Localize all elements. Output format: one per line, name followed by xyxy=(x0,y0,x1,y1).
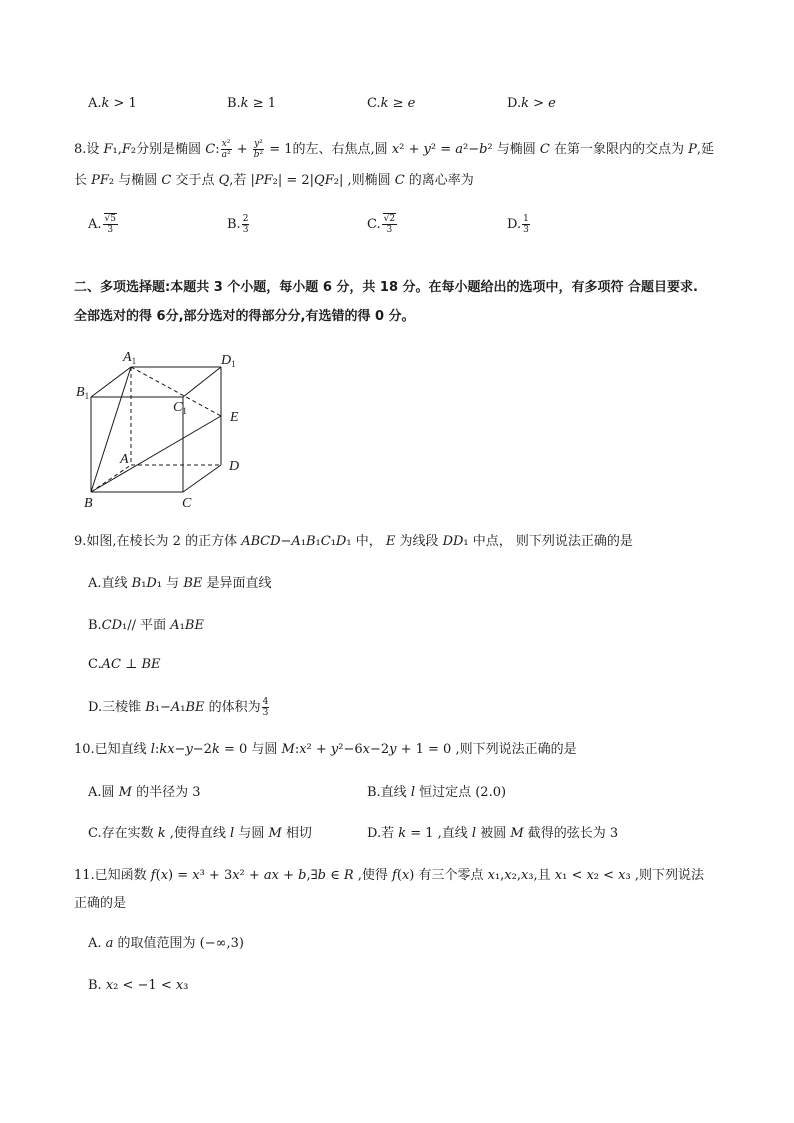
label-a1: $A_1$ xyxy=(123,350,137,366)
label-b: B xyxy=(84,496,93,511)
label-c: C xyxy=(182,496,192,511)
q11-stem-line1: 11.已知函数 𝑓(𝑥) = 𝑥³ + 3𝑥² + 𝑎𝑥 + 𝑏,∃𝑏 ∈ 𝑅 ,使得 𝑓(𝑥) 有三个零点 𝑥₁,𝑥₂,𝑥₃,且 𝑥₁ < 𝑥₂ < 𝑥₃ ,则下列说法 xyxy=(74,868,704,883)
q10-option-d: D.若 𝑘 = 1 ,直线 𝑙 被圆 𝑀 截得的弦长为 3 xyxy=(367,826,619,841)
label-b1: $B_1$ xyxy=(76,385,90,401)
section2-heading-line2: 全部选对的得 6分,部分选对的得部分分,有选错的得 0 分。 xyxy=(74,309,415,324)
q9-option-b: B.𝐶𝐷₁// 平面 𝐴₁𝐵𝐸 xyxy=(88,618,204,633)
q10-option-b: B.直线 𝑙 恒过定点 (2.0) xyxy=(367,785,507,800)
q11-stem-line2: 正确的是 xyxy=(74,896,127,911)
edge-c-d xyxy=(183,465,221,492)
q8-frac-x: $\frac{\text{𝑥²}}{\text{𝑎²}}$ xyxy=(221,139,231,160)
edge-b-a-hidden xyxy=(91,465,131,492)
q7-option-c: C.𝑘 ≥ 𝑒 xyxy=(367,96,416,111)
q10-option-c: C.存在实数 𝑘 ,使得直线 𝑙 与圆 𝑀 相切 xyxy=(88,826,312,841)
q8-stem-line2: 长 𝑃𝐹₂ 与椭圆 𝐶 交于点 𝑄,若 |𝑃𝐹₂| = 2|𝑄𝐹₂| ,则椭圆 𝐶 的离心率为 xyxy=(74,173,474,188)
q7-option-b: B.𝑘 ≥ 1 xyxy=(227,96,276,111)
q8-stem-line1 xyxy=(74,139,714,160)
edge-c1-d1 xyxy=(183,367,221,397)
q9-option-d: D.三棱锥 𝐵₁−𝐴₁𝐵𝐸 的体积为 $\frac{4}{3}$ xyxy=(88,697,269,718)
q11-option-b: B. 𝑥₂ < −1 < 𝑥₃ xyxy=(88,978,189,993)
label-a: A xyxy=(120,452,129,467)
label-d1: $D_1$ xyxy=(221,353,236,369)
section2-heading-line1: 二、多项选择题:本题共 3 个小题，每小题 6 分，共 18 分。在每小题给出的选项中，有多项符 合题目要求. xyxy=(74,280,699,295)
label-c1: $C_1$ xyxy=(173,400,187,416)
segment-b-e xyxy=(91,416,221,492)
edge-b1-a1 xyxy=(91,367,131,397)
q9-option-a: A.直线 𝐵₁𝐷₁ 与 𝐵𝐸 是异面直线 xyxy=(88,576,272,591)
q10-option-a: A.圆 𝑀 的半径为 3 xyxy=(88,785,201,800)
q10-stem: 10.已知直线 𝑙:𝑘𝑥−𝑦−2𝑘 = 0 与圆 𝑀:𝑥² + 𝑦²−6𝑥−2𝑦 + 1 = 0 ,则下列说法正确的是 xyxy=(74,742,577,757)
q9-option-c: C.𝐴𝐶 ⊥ 𝐵𝐸 xyxy=(88,657,161,672)
q7-option-d: D.𝑘 > 𝑒 xyxy=(507,96,556,111)
segment-b-a1 xyxy=(91,367,131,492)
q9-stem: 9.如图,在棱长为 2 的正方体 𝐴𝐵𝐶𝐷−𝐴₁𝐵₁𝐶₁𝐷₁ 中， 𝐸 为线段 𝐷𝐷₁ 中点， 则下列说法正确的是 xyxy=(74,534,633,549)
q8-option-d: D. $\frac{1}{3}$ xyxy=(507,214,529,235)
q8-option-b: B. $\frac{2}{3}$ xyxy=(227,214,249,235)
q8-option-c: C. $\frac{√2}{3}$ xyxy=(367,214,396,235)
label-e: E xyxy=(230,410,239,425)
q7-option-a: A.𝑘 > 1 xyxy=(88,96,137,111)
q8-text-b: = 1的左、右焦点,圆 𝑥² + 𝑦² = 𝑎²−𝑏² 与椭圆 𝐶 在第一象限内的交点为 𝑃,延 xyxy=(265,142,714,157)
cube-figure xyxy=(70,345,260,515)
q8-frac-y: $\frac{\text{𝑦²}}{\text{𝑏²}}$ xyxy=(253,139,264,160)
q8-option-a: A. $\frac{√5}{3}$ xyxy=(88,214,116,235)
q11-option-a: A. 𝑎 的取值范围为 (−∞,3) xyxy=(88,936,244,951)
q8-plus: + xyxy=(232,142,252,157)
q8-text-a: 8.设 𝐹₁,𝐹₂分别是椭圆 𝐶: xyxy=(74,142,220,157)
label-d: D xyxy=(229,459,240,474)
